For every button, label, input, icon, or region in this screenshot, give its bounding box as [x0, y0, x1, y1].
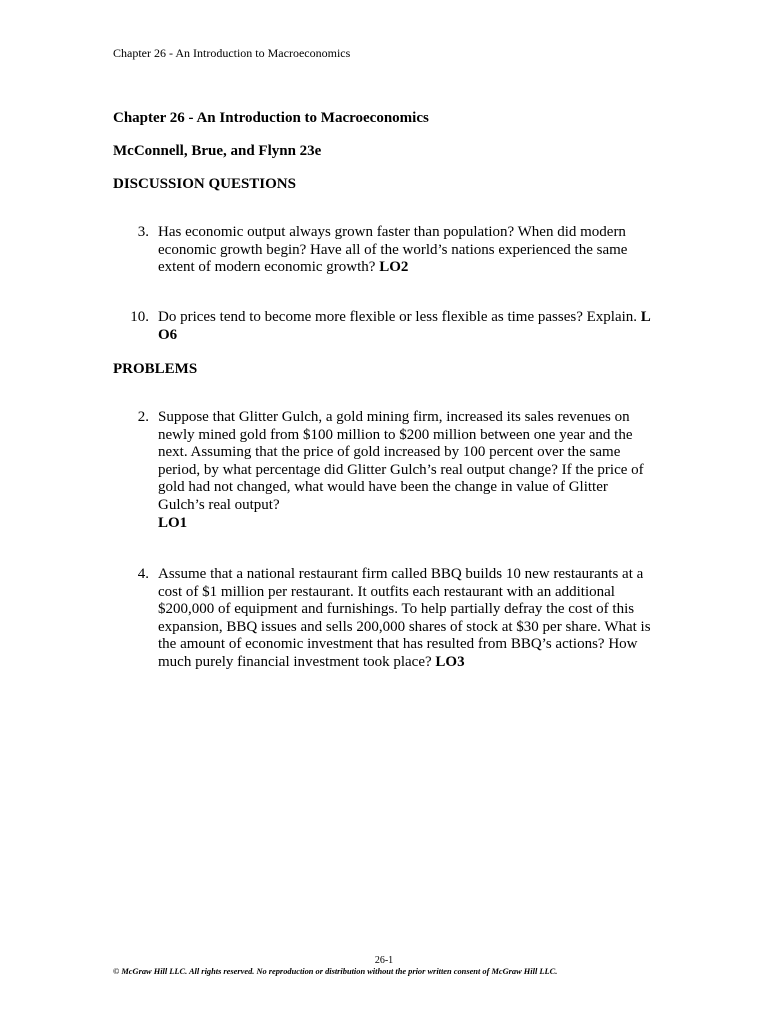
- learning-objective: LO3: [435, 653, 465, 670]
- problem-text: Assume that a national restaurant firm called BBQ builds 10 new restaurants at a cost of $1 million per restaurant. It outfits each restaurant with an additional $200,000 of equipment and furnishings. To help partially defray the cost of this expansion, BBQ issues and sells 200,000 shares of stock at $30 per share. What is the amount of economic investment that has resulted from BBQ’s actions? How much purely financial investment took place? LO3: [158, 566, 651, 670]
- authors-line: McConnell, Brue, and Flynn 23e: [113, 143, 322, 159]
- problem-4: [113, 566, 658, 672]
- problems-heading: PROBLEMS: [113, 361, 198, 377]
- problem-number: 2.: [137, 409, 149, 425]
- question-number: 3.: [137, 224, 149, 240]
- discussion-question-10: [113, 309, 658, 344]
- page-number: 26-1: [374, 955, 394, 966]
- question-number: 10.: [130, 309, 149, 325]
- problem-number: 4.: [137, 566, 149, 582]
- copyright-notice: © McGraw Hill LLC. All rights reserved. No reproduction or distribution without the prior written consent of McGraw Hill LLC.: [113, 967, 558, 976]
- problem-2: [113, 409, 658, 532]
- learning-objective: LO1: [158, 514, 188, 531]
- learning-objective: LO6: [158, 309, 651, 343]
- discussion-question-3: [113, 224, 658, 277]
- running-header: Chapter 26 - An Introduction to Macroeconomics: [113, 46, 351, 60]
- problem-text: Suppose that Glitter Gulch, a gold mining firm, increased its sales revenues on newly mined gold from $100 million to $200 million between one year and the next. Assuming that the price of gold increased by 100 percent over the same period, by what percentage did Glitter Gulch’s real output change? If the price of gold had not changed, what would have been the change in value of Glitter Gulch’s real output? LO1: [158, 409, 658, 532]
- question-text: Do prices tend to become more flexible or less flexible as time passes? Explain. LO6: [158, 309, 651, 343]
- learning-objective: LO2: [379, 259, 409, 276]
- question-text: Has economic output always grown faster than population? When did modern economic growth begin? Have all of the world’s nations experienced the same extent of modern economic growth? LO2: [158, 224, 628, 276]
- chapter-title: Chapter 26 - An Introduction to Macroeconomics: [113, 110, 429, 126]
- discussion-questions-heading: DISCUSSION QUESTIONS: [113, 176, 296, 192]
